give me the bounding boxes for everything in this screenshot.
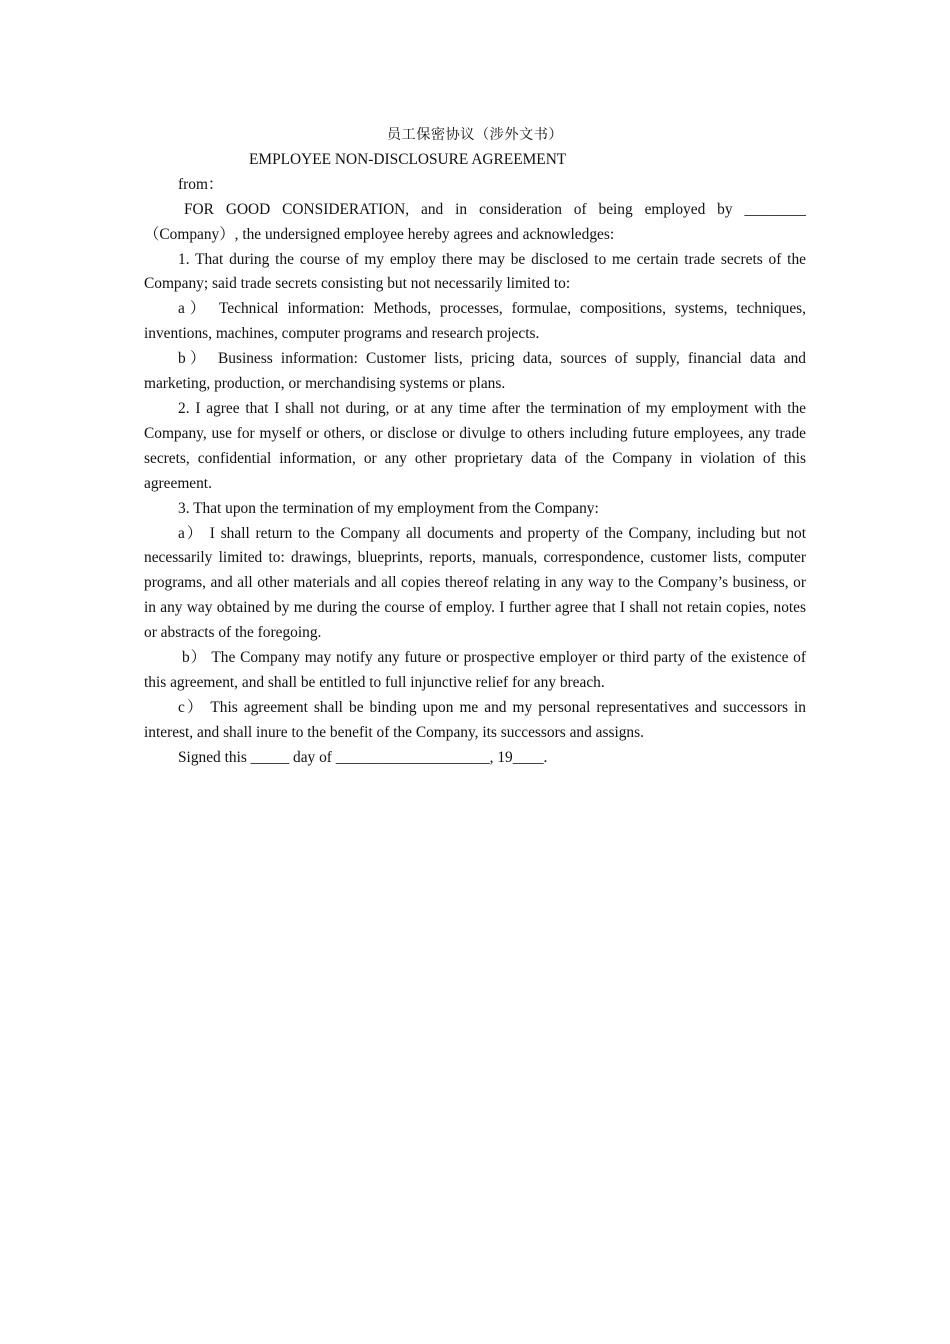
paragraph-clause-1a: a） Technical information: Methods, processes, formulae, compositions, systems, techniques, inventions, machines, computer programs and research projects. xyxy=(144,300,806,343)
paragraph-clause-1: 1. That during the course of my employ there may be disclosed to me certain trade secrets of the Company; said trade secrets consisting but not necessarily limited to: xyxy=(144,250,806,293)
paragraph-clause-2: 2. I agree that I shall not during, or at any time after the termination of my employment with the Company, use for myself or others, or disclose or divulge to others including future employees, any trade secrets, confidential information, or any other proprietary data of the Company in violation of this agreement. xyxy=(144,399,806,492)
paragraph-clause-3b: b） The Company may notify any future or prospective employer or third party of the existence of this agreement, and shall be entitled to full injunctive relief for any breach. xyxy=(144,649,806,691)
paragraph-intro: FOR GOOD CONSIDERATION, and in consideration of being employed by ________（Company）, the undersigned employee hereby agrees and acknowledges: xyxy=(144,200,806,243)
document-page xyxy=(144,123,806,771)
paragraph-clause-3a: a） I shall return to the Company all documents and property of the Company, including but not necessarily limited to: drawings, blueprints, reports, manuals, correspondence, customer lists, computer programs, and all other materials and all copies thereof relating in any way to the Company’s business, or in any way obtained by me during the course of employ. I further agree that I shall not retain copies, notes or abstracts of the foregoing. xyxy=(144,524,806,642)
paragraph-clause-3: 3. That upon the termination of my employment from the Company: xyxy=(178,499,599,517)
paragraph-clause-3c: c） This agreement shall be binding upon me and my personal representatives and successors in interest, and shall inure to the benefit of the Company, its successors and assigns. xyxy=(144,698,806,741)
document-title-english: EMPLOYEE NON-DISCLOSURE AGREEMENT xyxy=(249,150,567,168)
paragraph-clause-1b: b） Business information: Customer lists, pricing data, sources of supply, financial data and marketing, production, or merchandising systems or plans. xyxy=(144,350,806,393)
signature-line: Signed this _____ day of ____________________, 19____. xyxy=(178,748,548,766)
from-label: from： xyxy=(178,175,224,193)
document-title-chinese: 员工保密协议（涉外文书） xyxy=(386,127,564,143)
